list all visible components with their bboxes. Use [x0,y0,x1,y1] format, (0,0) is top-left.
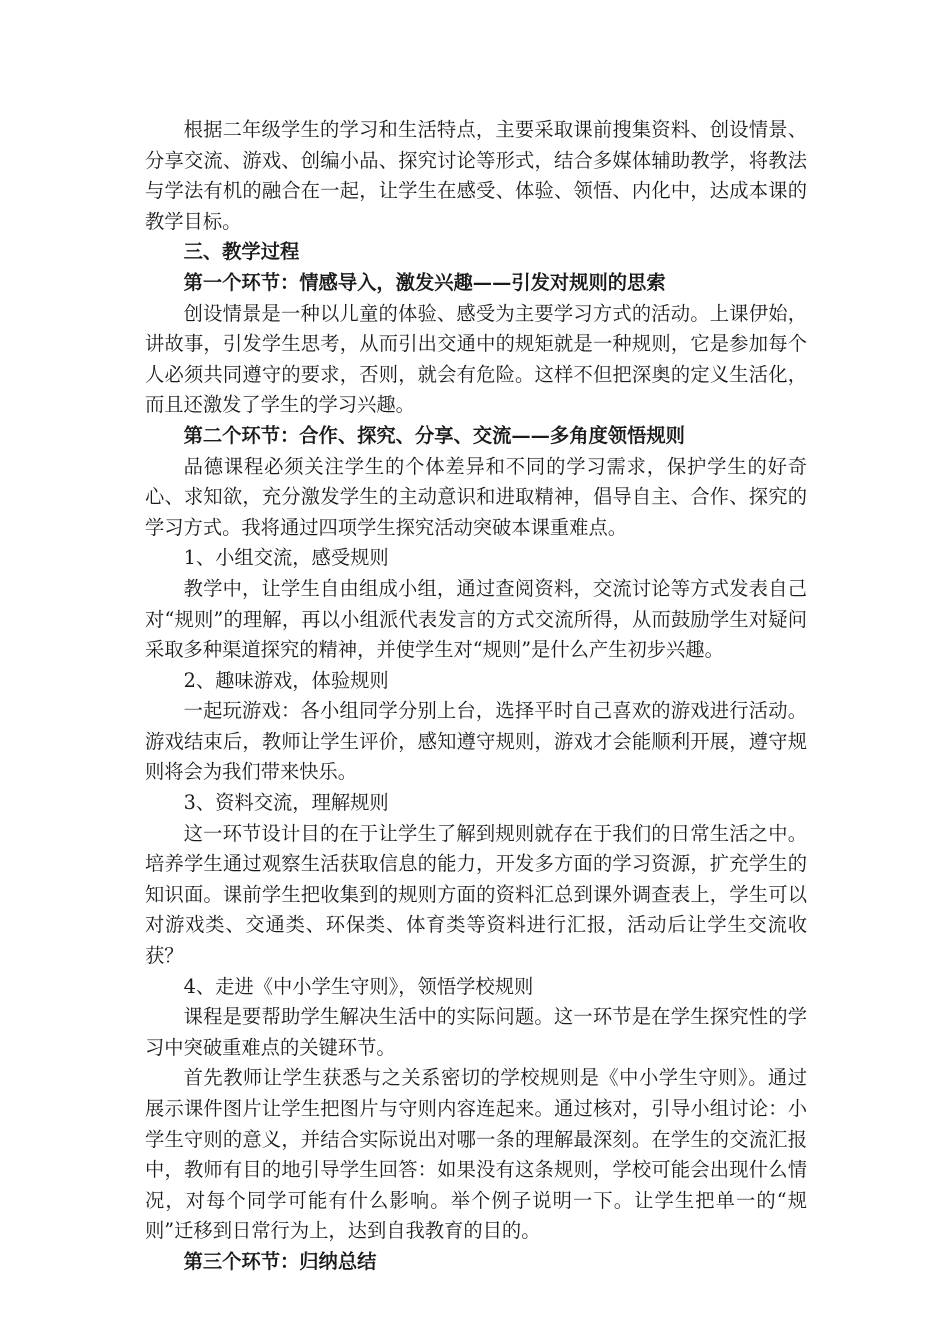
paragraph-stage-1: 创设情景是一种以儿童的体验、感受为主要学习方式的活动。上课伊始，讲故事，引发学生思考，从而引出交通中的规矩就是一种规则，它是参加每个人必须共同遵守的要求，否则，就会有危险。这样不但把深奥的定义生活化，而且还激发了学生的学习兴趣。 [145,301,807,417]
paragraph-activity-2: 一起玩游戏：各小组同学分别上台，选择平时自己喜欢的游戏进行活动。游戏结束后，教师让学生评价，感知遵守规则，游戏才会能顺利开展，遵守规则将会为我们带来快乐。 [145,699,807,784]
paragraph-teaching-method: 根据二年级学生的学习和生活特点，主要采取课前搜集资料、创设情景、分享交流、游戏、创编小品、探究讨论等形式，结合多媒体辅助教学，将教法与学法有机的融合在一起，让学生在感受、体验、领悟、内化中，达成本课的教学目标。 [145,118,807,233]
activity-heading-1: 1、小组交流，感受规则 [183,546,389,570]
stage-heading-3: 第三个环节：归纳总结 [183,1249,377,1273]
document-page [145,115,807,1278]
paragraph-activity-3: 这一环节设计目的在于让学生了解到规则就存在于我们的日常生活之中。培养学生通过观察生活获取信息的能力，开发多方面的学习资源，扩充学生的知识面。课前学生把收集到的规则方面的资料汇总到课外调查表上，学生可以对游戏类、交通类、环保类、体育类等资料进行汇报，活动后让学生交流收获？ [145,821,807,968]
activity-heading-3: 3、资料交流，理解规则 [183,791,389,815]
paragraph-activity-4: 课程是要帮助学生解决生活中的实际问题。这一环节是在学生探究性的学习中突破重难点的关键环节。 [145,1005,807,1059]
stage-heading-2: 第二个环节：合作、探究、分享、交流——多角度领悟规则 [183,423,685,447]
section-heading-teaching-process: 三、教学过程 [183,240,300,264]
paragraph-activity-4-detail: 首先教师让学生获悉与之关系密切的学校规则是《中小学生守则》。通过展示课件图片让学生把图片与守则内容连起来。通过核对，引导小组讨论：小学生守则的意义，并结合实际说出对哪一条的理解最深刻。在学生的交流汇报中，教师有目的地引导学生回答：如果没有这条规则，学校可能会出现什么情况，对每个同学可能有什么影响。举个例子说明一下。让学生把单一的“规则”迁移到日常行为上，达到自我教育的目的。 [145,1066,807,1243]
paragraph-stage-2-intro: 品德课程必须关注学生的个体差异和不同的学习需求，保护学生的好奇心、求知欲，充分激发学生的主动意识和进取精神，倡导自主、合作、探究的学习方式。我将通过四项学生探究活动突破本课重难点。 [145,454,807,539]
stage-heading-1: 第一个环节：情感导入，激发兴趣——引发对规则的思索 [183,270,666,294]
paragraph-activity-1: 教学中，让学生自由组成小组，通过查阅资料，交流讨论等方式发表自己对“规则”的理解，再以小组派代表发言的方式交流所得，从而鼓励学生对疑问采取多种渠道探究的精神，并使学生对“规则”是什么产生初步兴趣。 [145,576,807,662]
activity-heading-2: 2、趣味游戏，体验规则 [183,668,389,692]
activity-heading-4: 4、走进《中小学生守则》，领悟学校规则 [183,974,534,998]
